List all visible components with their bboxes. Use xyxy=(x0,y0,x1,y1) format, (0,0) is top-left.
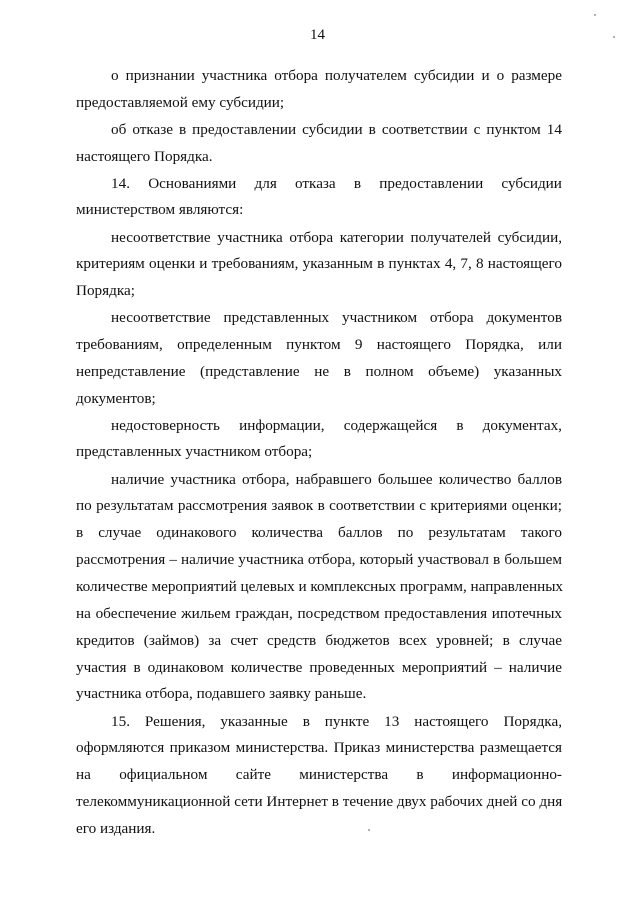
word: сайте xyxy=(235,766,271,783)
text-line: Порядка; xyxy=(76,282,135,299)
text-line: документов; xyxy=(76,390,156,407)
text-line: требованиям, определенным пунктом 9 настоящего Порядка, или xyxy=(76,336,562,353)
word: результатам xyxy=(428,524,506,541)
scan-speck xyxy=(368,829,370,831)
scan-speck xyxy=(594,14,596,16)
text-line: критериям оценки и требованиям, указанным в пунктах 4, 7, 8 настоящего xyxy=(76,255,562,272)
text-line: телекоммуникационной сети Интернет в течение двух рабочих дней со дня xyxy=(76,793,563,810)
word: по xyxy=(397,524,414,541)
word: субсидии xyxy=(501,175,562,192)
word: информации, xyxy=(239,417,325,434)
word: в xyxy=(416,766,424,783)
text-line: оформляются приказом министерства. Приказ министерства размещается xyxy=(76,739,562,756)
word: такого xyxy=(520,524,562,541)
word: Основаниями xyxy=(148,175,237,192)
text-line: рассмотрения – наличие участника отбора, который участвовал в большем xyxy=(76,551,562,568)
word: на xyxy=(76,766,91,783)
text-line: количестве мероприятий целевых и комплексных программ, направленных xyxy=(76,578,564,595)
text-line: по результатам рассмотрения заявок в соответствии с критериями оценки; xyxy=(76,497,562,514)
text-line: наличие участника отбора, набравшего большее количество баллов xyxy=(111,471,562,488)
word: информационно- xyxy=(451,766,562,783)
text-line: непредставление (представление не в полном объеме) указанных xyxy=(76,363,562,380)
page-number: 14 xyxy=(310,27,325,43)
word: для xyxy=(254,175,277,192)
word: официальном xyxy=(119,766,208,783)
text-line: участия в одинаковом количестве проведенных мероприятий – наличие xyxy=(76,659,562,676)
word: отказа xyxy=(295,175,336,192)
text-line: несоответствие представленных участником отбора документов xyxy=(111,309,562,326)
text-line: представленных участником отбора; xyxy=(76,443,313,460)
text-line: кредитов (займов) за счет средств бюджетов всех уровней; в случае xyxy=(76,632,562,649)
text-line: 15. Решения, указанные в пункте 13 настоящего Порядка, xyxy=(111,713,562,730)
word: случае xyxy=(98,524,142,541)
text-line xyxy=(76,765,562,785)
text-line: предоставляемой ему субсидии; xyxy=(76,94,285,111)
text-line xyxy=(111,174,562,194)
text-line: участника отбора, подавшего заявку раньше. xyxy=(76,685,367,702)
text-line: о признании участника отбора получателем субсидии и о размере xyxy=(111,67,562,84)
word: содержащейся xyxy=(343,417,438,434)
word: количества xyxy=(251,524,324,541)
text-line xyxy=(111,416,562,436)
word: в xyxy=(76,524,84,541)
text-line: его издания. xyxy=(76,820,156,837)
text-line: об отказе в предоставлении субсидии в соответствии с пунктом 14 xyxy=(111,121,562,138)
scan-speck xyxy=(613,36,615,38)
word: в xyxy=(353,175,362,192)
word: одинакового xyxy=(156,524,237,541)
word: 14. xyxy=(111,175,130,192)
word: предоставлении xyxy=(379,175,484,192)
text-line: настоящего Порядка. xyxy=(76,148,213,165)
word: недостоверность xyxy=(111,417,220,434)
word: документах, xyxy=(482,417,562,434)
text-line xyxy=(76,523,562,543)
word: в xyxy=(456,417,464,434)
text-line: несоответствие участника отбора категории получателей субсидии, xyxy=(111,229,562,246)
word: министерства xyxy=(299,766,389,783)
text-line: на обеспечение жильем граждан, посредством предоставления ипотечных xyxy=(76,605,562,622)
text-line: министерством являются: xyxy=(76,201,244,218)
word: баллов xyxy=(338,524,383,541)
